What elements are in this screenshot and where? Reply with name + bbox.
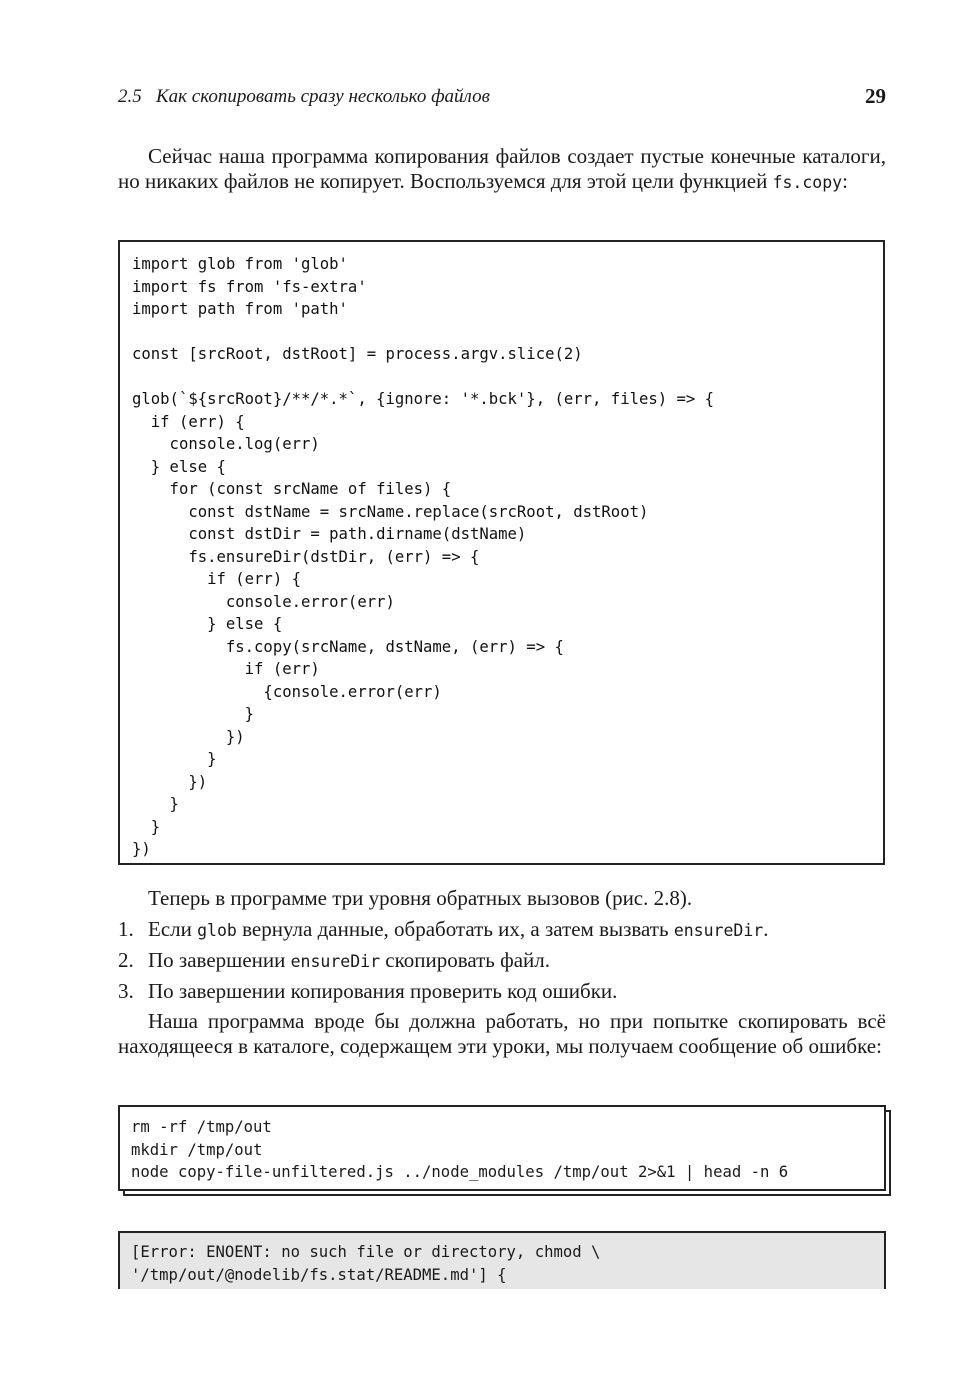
shell-commands [120, 1107, 884, 1193]
intro-text: Сейчас наша программа копирования файлов создает пустые конечные каталоги, но никаких файлов не копирует. Воспользуемся для этой цели функцией [118, 144, 886, 193]
output-line: '/tmp/out/@nodelib/fs.stat/README.md'] { [131, 1265, 507, 1284]
inline-code: ensureDir [290, 952, 381, 971]
command-line: rm -rf /tmp/out [131, 1118, 272, 1136]
step-text: По завершении копирования проверить код ошибки. [148, 979, 618, 1003]
code-line: {console.error(err) [132, 682, 442, 701]
code-line: const [srcRoot, dstRoot] = process.argv.slice(2) [132, 345, 583, 363]
inline-code: glob [197, 921, 237, 940]
command-line: node copy-file-unfiltered.js ../node_modules /tmp/out 2>&1 | head -n 6 [131, 1163, 789, 1181]
list-text [148, 917, 768, 943]
error-text: Наша программа вроде бы должна работать, но при попытке скопировать всё находящееся в каталоге, содержащем эти уроки, мы получаем сообщение об ошибке: [118, 1009, 886, 1058]
section-title: Как скопировать сразу несколько файлов [156, 86, 490, 107]
page-number: 29 [865, 84, 886, 108]
output-line: [Error: ENOENT: no such file or directory, chmod \ [131, 1243, 601, 1261]
code-line: console.error(err) [132, 592, 395, 611]
list-text [148, 948, 550, 974]
code-line: } [132, 795, 179, 813]
code-line: } [132, 705, 255, 723]
list-number: 3. [118, 979, 134, 1003]
code-line: console.log(err) [132, 435, 320, 453]
section-heading [118, 86, 490, 108]
code-line: const dstName = srcName.replace(srcRoot, dstRoot) [132, 502, 649, 521]
list-number: 2. [118, 948, 134, 972]
step-text: . [763, 917, 769, 941]
step-text: скопировать файл. [380, 948, 551, 972]
code-line: } else { [132, 615, 283, 633]
steps-list [118, 917, 886, 1010]
intro-text-end: : [842, 169, 848, 193]
running-header [118, 86, 886, 114]
step-text: вернула данные, обработать их, а затем вызвать [236, 917, 674, 941]
code-line: } [132, 750, 217, 768]
shell-command-frame [118, 1105, 886, 1191]
code-line: }) [132, 772, 208, 791]
code-line: if (err) { [132, 570, 301, 588]
error-output [120, 1233, 884, 1294]
callbacks-text: Теперь в программе три уровня обратных вызовов (рис. 2.8). [148, 886, 693, 910]
code-line: if (err) { [132, 412, 245, 431]
code-line: } else { [132, 457, 226, 476]
callbacks-paragraph [118, 886, 886, 911]
command-line: mkdir /tmp/out [131, 1140, 263, 1159]
code-line: import path from 'path' [132, 300, 348, 318]
code-line: glob(`${srcRoot}/**/*.*`, {ignore: '*.bck'}, (err, files) => { [132, 390, 715, 408]
list-text [148, 979, 617, 1004]
inline-code: ensureDir [673, 921, 764, 940]
intro-paragraph [118, 144, 886, 195]
code-line: fs.copy(srcName, dstName, (err) => { [132, 637, 564, 656]
code-line: } [132, 817, 161, 836]
code-line: }) [132, 840, 151, 858]
output-box [118, 1231, 886, 1289]
list-item [118, 917, 886, 948]
list-item [118, 948, 886, 979]
code-line: import glob from 'glob' [132, 255, 348, 273]
code-line: import fs from 'fs-extra' [132, 277, 367, 296]
code-listing [118, 240, 885, 865]
code-line: fs.ensureDir(dstDir, (err) => { [132, 547, 480, 566]
step-text: По завершении [148, 948, 291, 972]
code-line: }) [132, 727, 245, 746]
code-line: if (err) [132, 660, 320, 678]
step-text: Если [148, 917, 198, 941]
inline-code-fs-copy: fs.copy [772, 173, 843, 192]
code-block [120, 242, 883, 870]
code-line: const dstDir = path.dirname(dstName) [132, 525, 527, 543]
section-number: 2.5 [118, 86, 142, 107]
list-item [118, 979, 886, 1010]
error-paragraph [118, 1009, 886, 1059]
list-number: 1. [118, 917, 134, 941]
code-line: for (const srcName of files) { [132, 480, 452, 498]
shell-command-box [118, 1105, 886, 1191]
